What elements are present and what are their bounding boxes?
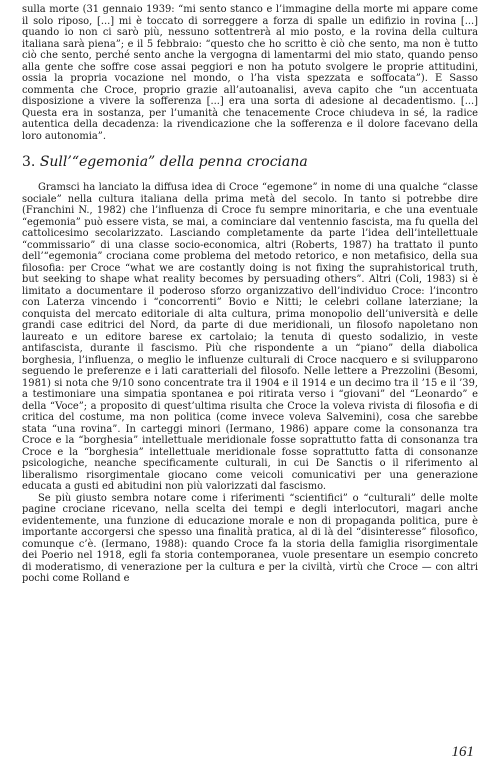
section-number: 3. — [22, 154, 36, 170]
paragraph-riferimenti: Se più giusto sembra notare come i riferimenti “scientifici” o “culturali” delle molte pagine crociane ricevano, nella scelta dei tempi e degli interlocutori, magari anche evidentemente, una funzione di educazione morale e non di propaganda politica, pure è importante accorgersi che spesso una finalità pratica, al di là del “disinteresse” filosofico, comunque c’è. (Iermano, 1988): quando Croce fa la storia della famiglia risorgimentale dei Poerio nel 1918, egli fa storia contemporanea, vuole presentare un esempio concreto di moderatismo, di venerazione per la cultura e per la civiltà, virtù che Croce — con altri pochi come Rolland e — [22, 492, 478, 584]
section-heading — [22, 154, 478, 170]
paragraph-continuation: sulla morte (31 gennaio 1939: “mi sento stanco e l’immagine della morte mi appare come il solo riposo, [...] mi è toccato di sorreggere a forza di spalle un edifizio in rovina [...] quando io non ci sarò più, nessuno sottentrerà al mio posto, e la rovina della cultura italiana sarà piena”; e il 5 febbraio: “questo che ho scritto è ciò che sento, ma non è tutto ciò che sento, perché sento anche la vergogna di lamentarmi del mio stato, quando penso alla gente che soffre cose assai peggiori e non ha potuto svolgere le proprie attitudini, ossia la propria vocazione nel mondo, o l’ha vista spezzata e soffocata”). E Sasso commenta che Croce, proprio grazie all’autoanalisi, aveva capito che “un accentuata disposizione a vivere la sofferenza [...] era una sorta di adesione al decadentismo. [...] Questa era in sostanza, per l’umanità che tenacemente Croce chiudeva in sé, la radice autentica della decadenza: la rivendicazione che la sofferenza e il dolore facevano della loro autonomia”. — [22, 4, 478, 142]
section-title: Sull’“egemonia” della penna crociana — [39, 154, 308, 170]
page-number: 161 — [451, 744, 474, 760]
paragraph-egemonia: Gramsci ha lanciato la diffusa idea di Croce “egemone” in nome di una qualche “classe sociale” nella cultura italiana della prima metà del secolo. In tanto si potrebbe dire (Franchini N., 1982) che l’influenza di Croce fu sempre minoritaria, e che una eventuale “egemonia” può essere vista, se mai, a cominciare dal ventennio fascista, ma fu quella del cattolicesimo secolarizzato. Lasciando completamente da parte l’idea dell’intellettuale “commissario” di una classe socio-economica, altri (Roberts, 1987) ha trattato il punto dell’“egemonia” crociana come problema del metodo retorico, e non metafisico, della sua filosofia: per Croce “what we are costantly doing is not fixing the suprahistorical truth, but seeking to shape what reality becomes by persuading others”. Altri (Coli, 1983) si è limitato a documentare il poderoso sforzo organizzativo dell’individuo Croce: l’incontro con Laterza vincendo i “concorrenti” Bovio e Nitti; le celebri collane laterziane; la conquista del mercato editoriale di alta cultura, prima monopolio dell’università e delle grandi case editrici del Nord, da parte di due meridionali, un filosofo napoletano non laureato e un editore barese ex cartolaio; la tenuta di questo sodalizio, in veste antifascista, durante il fascismo. Più che rispondente a un “piano” della diabolica borghesia, l’influenza, o meglio le influenze culturali di Croce nacquero e si svilupparono seguendo le preferenze e i lati caratteriali del filosofo. Nelle lettere a Prezzolini (Besomi, 1981) si nota che 9/10 sono concentrate tra il 1904 e il 1914 e un decimo tra il ’15 e il ’39, a testimoniare una simpatia spontanea e poi ritirata verso i “giovani” del “Leonardo” e della “Voce”; a proposito di quest’ultima risulta che Croce la voleva rivista di filosofia e di critica del costume, ma non politica (come invece voleva Salvemini), cosa che sarebbe stata “una rovina”. In carteggi minori (Iermano, 1986) appare come la consonanza tra Croce e la “borghesia” intellettuale meridionale fosse soprattutto fatta di consonanza tra Croce e la “borghesia” intellettuale meridionale fosse soprattutto fatta di consonanze psicologiche, neanche specificamente culturali, in cui De Sanctis o il riferimento al liberalismo risorgimentale giocano come veicoli comunicativi per una generazione educata a gusti ed abitudini non più valorizzati dal fascismo. — [22, 182, 478, 492]
